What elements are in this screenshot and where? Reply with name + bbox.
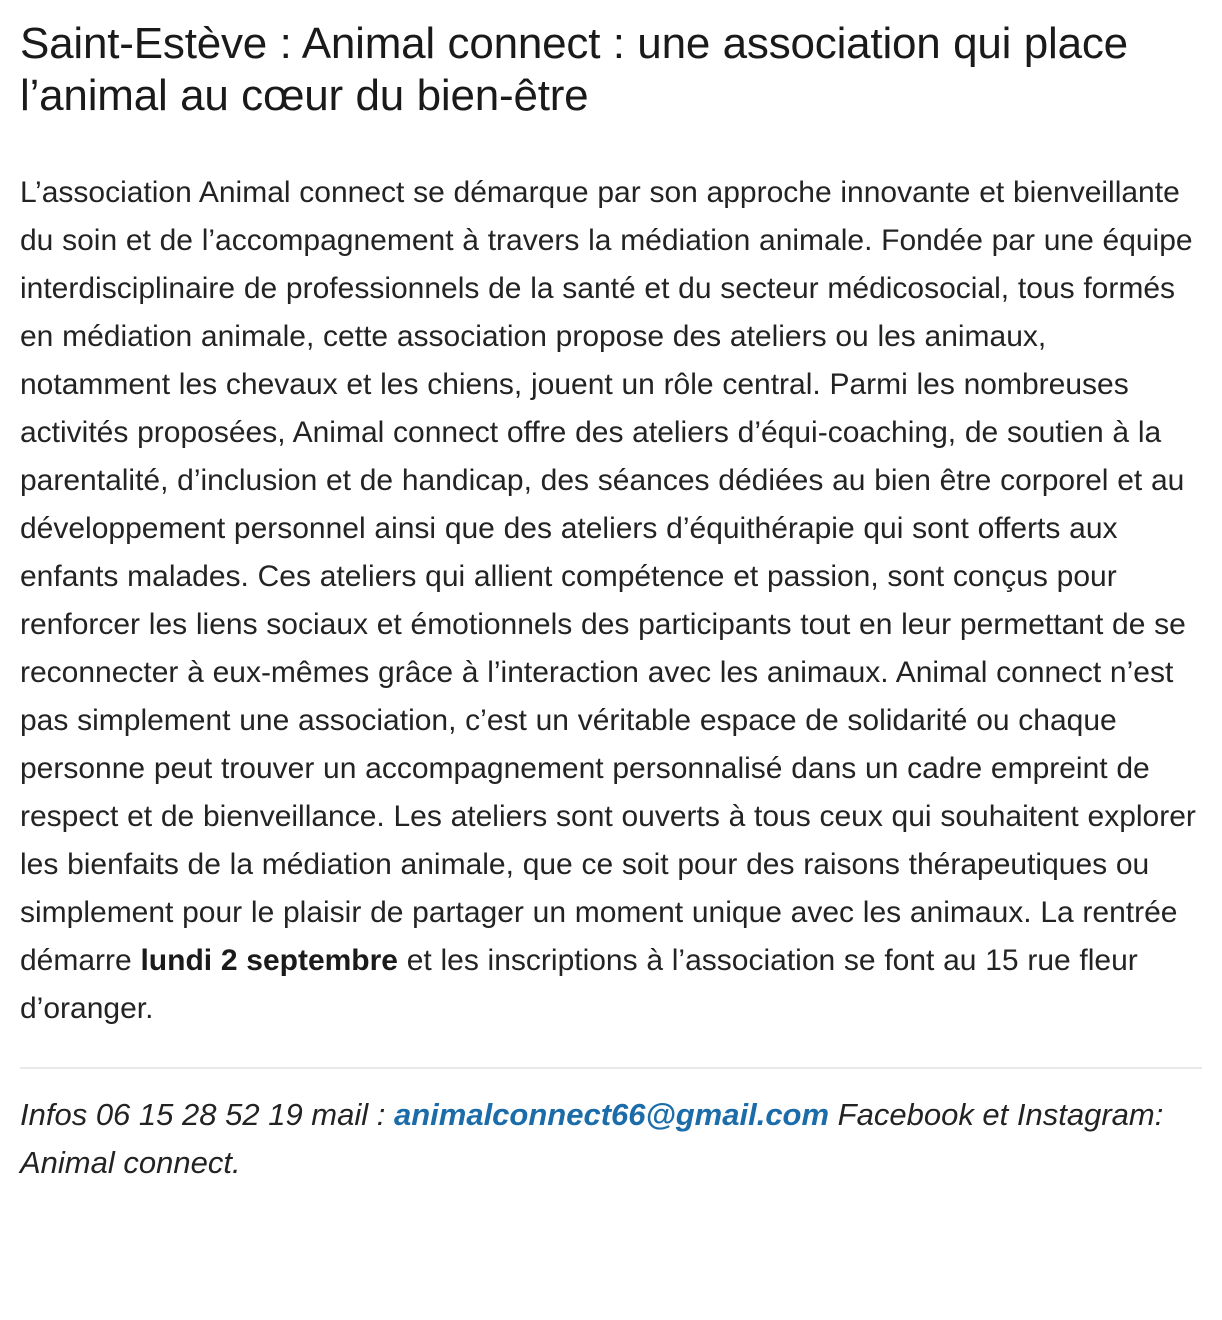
- contact-email-link[interactable]: animalconnect66@gmail.com: [393, 1096, 830, 1132]
- article-body-text-part-1: L’association Animal connect se démarque par son approche innovante et bienveillante du soin et de l’accompagnement à travers la médiation animale. Fondée par une équipe interdisciplinaire de professionnels de la santé et du secteur médicosocial, tous formés en médiation animale, cette association propose des ateliers ou les animaux, notamment les chevaux et les chiens, jouent un rôle central. Parmi les nombreuses activités proposées, Animal connect offre des ateliers d’équi-coaching, de soutien à la parentalité, d’inclusion et de handicap, des séances dédiées au bien être corporel et au développement personnel ainsi que des ateliers d’équithérapie qui sont offerts aux enfants malades. Ces ateliers qui allient compétence et passion, sont conçus pour renforcer les liens sociaux et émotionnels des participants tout en leur permettant de se reconnecter à eux-mêmes grâce à l’interaction avec les animaux. Animal connect n’est pas simplement une association, c’est un véritable espace de solidarité ou chaque personne peut trouver un accompagnement personnalisé dans un cadre empreint de respect et de bienveillance. Les ateliers sont ouverts à tous ceux qui souhaitent explorer les bienfaits de la médiation animale, que ce soit pour des raisons thérapeutiques ou simplement pour le plaisir de partager un moment unique avec les animaux. La rentrée démarre: [20, 175, 1196, 977]
- article-body-paragraph: [20, 122, 1202, 1033]
- article-body-highlight-date: lundi 2 septembre: [140, 943, 398, 977]
- contact-phone-text: Infos 06 15 28 52 19 mail :: [20, 1096, 394, 1132]
- article-body-text-part-2: et les inscriptions à l’association se font au 15 rue fleur d’oranger.: [20, 943, 1138, 1025]
- page-title: Saint-Estève : Animal connect : une association qui place l’animal au cœur du bien-être: [20, 19, 1128, 120]
- contact-social-text: Facebook et Instagram: Animal connect.: [20, 1096, 1164, 1180]
- article-contact-footer: [20, 1069, 1202, 1187]
